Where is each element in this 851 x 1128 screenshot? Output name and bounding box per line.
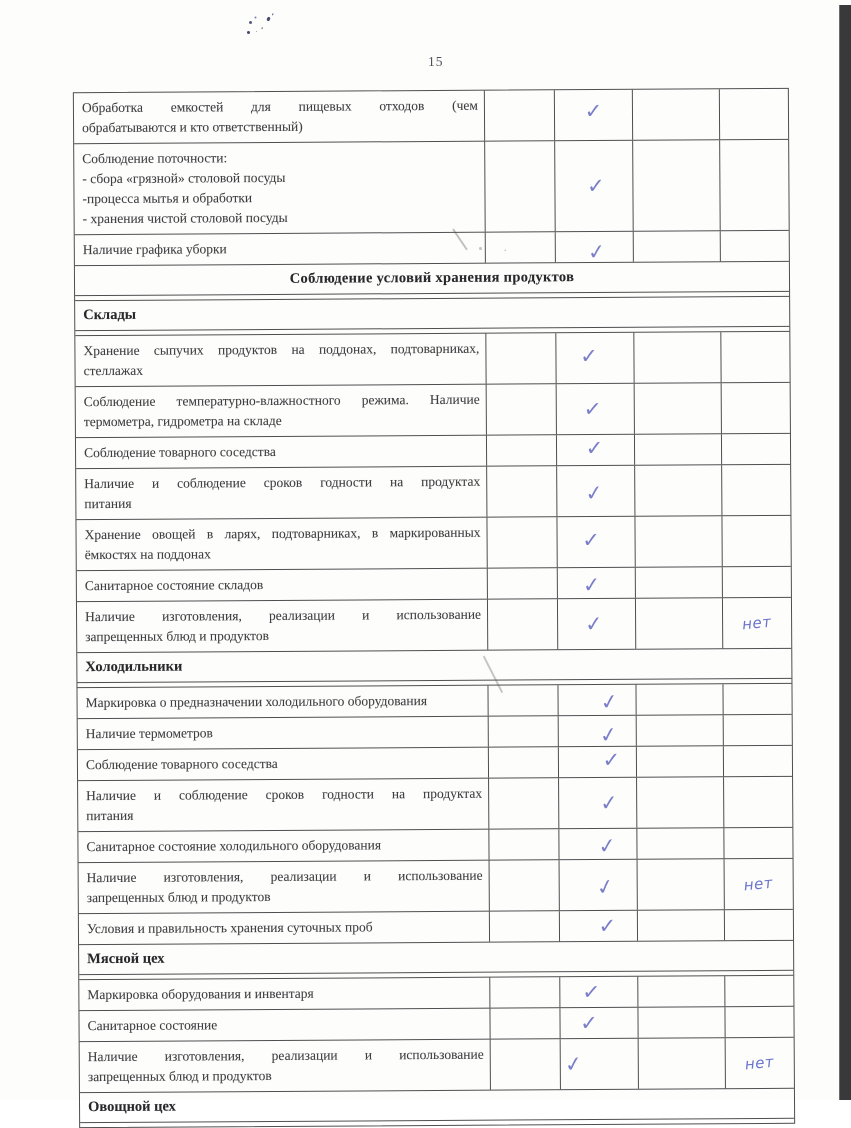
scanner-edge-shadow (839, 5, 851, 1100)
group-header-title: Соблюдение условий хранения продуктов (289, 269, 575, 287)
section-title: Овощной цех (87, 1098, 176, 1116)
item-text-line: Обработка емкостей для пищевых отходов (чем (81, 97, 478, 116)
mark-cell-c3 (633, 140, 721, 231)
item-text-cell (76, 436, 487, 469)
mark-cell-c1 (489, 747, 559, 777)
item-text-line: стеллажах (83, 362, 144, 379)
item-text-line: Наличие и соблюдение сроков годности на продуктах (86, 785, 483, 804)
mark-cell-c3 (634, 332, 721, 383)
mark-cell-c4 (725, 910, 793, 940)
item-text-line: запрещенных блюд и продуктов (85, 628, 270, 645)
table-row (74, 89, 788, 143)
handwritten-note: нет (744, 1052, 776, 1074)
table-row (77, 566, 791, 601)
mark-cell-c2 (557, 517, 635, 567)
mark-cell-c2 (559, 778, 637, 828)
table-section-row (80, 1088, 794, 1123)
item-text-cell (76, 518, 487, 571)
item-text-cell (78, 779, 489, 832)
mark-cell-c1 (485, 90, 555, 140)
item-text-cell (77, 600, 488, 653)
mark-cell-c3 (636, 598, 723, 649)
handwritten-check-icon: ✓ (584, 98, 603, 123)
handwritten-note: нет (743, 873, 775, 895)
table-section-row (79, 940, 793, 975)
handwritten-check-icon: ✓ (587, 173, 605, 198)
mark-cell-c3 (637, 777, 724, 828)
item-text-line: Соблюдение товарного соседства (85, 755, 278, 773)
item-text-line: Условия и правильность хранения суточных проб (86, 919, 373, 937)
table-row (78, 827, 792, 862)
mark-cell-c3 (638, 1007, 725, 1038)
mark-cell-c1 (486, 333, 556, 383)
handwritten-check-icon: ✓ (602, 747, 621, 772)
page-number: 15 (428, 54, 444, 69)
item-text-cell (75, 334, 486, 387)
mark-cell-c2 (559, 716, 637, 746)
handwritten-check-icon: ✓ (582, 395, 602, 422)
table-row (79, 858, 793, 913)
item-text-cell (74, 142, 486, 235)
mark-cell-c3 (638, 859, 725, 910)
mark-cell-c3 (637, 715, 724, 746)
handwritten-check-icon: ✓ (583, 610, 604, 637)
item-text-line: Маркировка о предназначении холодильного оборудования (85, 693, 428, 711)
mark-cell-c2 (555, 90, 633, 140)
mark-cell-c4 (720, 89, 788, 139)
item-text-line: -процесса мытья и обработки (82, 190, 253, 207)
mark-cell-c1 (490, 977, 560, 1007)
ink-speck (249, 21, 252, 24)
section-title: Склады (83, 306, 137, 324)
mark-cell-c4 (722, 516, 790, 566)
item-text-cell (78, 748, 489, 781)
mark-cell-c4 (723, 598, 791, 648)
mark-cell-c2 (557, 466, 635, 516)
mark-cell-c4 (722, 434, 790, 464)
handwritten-check-icon: ✓ (580, 1010, 598, 1035)
item-text-line: Соблюдение товарного соседства (83, 443, 276, 461)
item-text-line: Соблюдение поточности: (82, 150, 228, 167)
table-row (78, 776, 792, 831)
mark-cell-c3 (637, 746, 724, 777)
table-row (75, 230, 789, 265)
item-text-line: питания (84, 495, 132, 512)
mark-cell-c2 (556, 232, 634, 265)
mark-cell-c2 (557, 435, 635, 465)
handwritten-check-icon: ✓ (597, 721, 619, 748)
mark-cell-c3 (638, 910, 725, 941)
mark-cell-c3 (633, 89, 720, 140)
handwritten-check-icon: ✓ (598, 789, 619, 816)
item-text-cell (76, 385, 487, 438)
item-text-line: - хранения чистой столовой посуды (82, 209, 288, 227)
mark-cell-c1 (486, 232, 556, 262)
mark-cell-c2 (560, 1008, 638, 1038)
section-title: Мясной цех (87, 950, 165, 968)
table-row (76, 464, 790, 519)
mark-cell-c3 (634, 231, 721, 262)
mark-cell-c3 (635, 465, 722, 516)
table-row (79, 909, 793, 944)
table-row (80, 1037, 794, 1092)
table-row (79, 1006, 793, 1041)
item-text-line: Хранение сыпучих продуктов на поддонах, подтоварниках, (83, 340, 480, 359)
mark-cell-c1 (489, 829, 559, 859)
mark-cell-c2 (558, 568, 636, 598)
mark-cell-c2 (557, 384, 635, 434)
table-row (77, 597, 791, 652)
mark-cell-c3 (638, 976, 725, 1007)
mark-cell-c4 (722, 465, 790, 515)
item-text-cell (77, 569, 488, 602)
table-row (77, 683, 791, 718)
item-text-line: Соблюдение температурно-влажностного режима. Наличие (83, 391, 480, 410)
handwritten-check-icon: ✓ (581, 571, 602, 598)
handwritten-check-icon: ✓ (596, 832, 617, 859)
mark-cell-c1 (487, 384, 557, 434)
mark-cell-c1 (491, 1039, 561, 1089)
item-text-cell (79, 912, 490, 945)
item-text-line: Наличие изготовления, реализации и использование (85, 606, 482, 625)
mark-cell-c4 (724, 746, 792, 776)
mark-cell-c2 (556, 333, 634, 383)
item-text-line: - сбора «грязной» столовой посуды (82, 169, 286, 187)
mark-cell-c4 (725, 976, 793, 1006)
mark-cell-c3 (635, 516, 722, 567)
item-text-line: Наличие термометров (85, 725, 213, 742)
mark-cell-c2 (561, 1039, 639, 1089)
mark-cell-c3 (639, 1038, 726, 1089)
item-text-cell (79, 1009, 490, 1042)
table-row (75, 331, 789, 386)
handwritten-check-icon: ✓ (598, 688, 620, 715)
item-text-cell (78, 830, 489, 863)
mark-cell-c4 (721, 332, 789, 382)
mark-cell-c2 (559, 829, 637, 859)
item-text-line: запрещенных блюд и продуктов (87, 1068, 272, 1085)
item-text-line: Санитарное состояние (87, 1017, 218, 1034)
handwritten-check-icon: ✓ (585, 435, 604, 460)
mark-cell-c3 (636, 684, 723, 715)
mark-cell-c1 (485, 141, 556, 231)
table-row (76, 515, 790, 570)
handwritten-check-icon: ✓ (586, 238, 607, 265)
item-text-line: обрабатываются и кто ответственный) (82, 118, 303, 136)
mark-cell-c3 (635, 434, 722, 465)
item-text-cell (74, 91, 485, 144)
mark-cell-c3 (637, 828, 724, 859)
mark-cell-c1 (489, 716, 559, 746)
item-text-cell (80, 1040, 491, 1093)
item-text-cell (79, 861, 490, 914)
item-text-line: Санитарное состояние холодильного оборудования (86, 837, 382, 855)
mark-cell-c1 (488, 599, 558, 649)
mark-cell-c1 (490, 1008, 560, 1038)
mark-cell-c2 (560, 911, 638, 941)
mark-cell-c4 (723, 567, 791, 597)
item-text-cell (76, 467, 487, 520)
mark-cell-c1 (487, 435, 557, 465)
item-text-line: Наличие изготовления, реализации и использование (86, 867, 483, 886)
item-text-line: запрещенных блюд и продуктов (86, 889, 271, 906)
mark-cell-c4 (720, 140, 789, 230)
item-text-line: питания (86, 807, 134, 824)
item-text-cell (75, 233, 486, 266)
mark-cell-c1 (490, 860, 560, 910)
checklist-table (73, 88, 795, 1128)
table-section-row (75, 296, 789, 331)
mark-cell-c4 (726, 1038, 794, 1088)
handwritten-check-icon: ✓ (598, 913, 617, 938)
table-group-header-row (75, 261, 789, 296)
item-text-line: Маркировка оборудования и инвентаря (87, 985, 314, 1003)
mark-cell-c4 (722, 383, 790, 433)
handwritten-check-icon: ✓ (582, 527, 600, 552)
table-row (78, 714, 792, 749)
mark-cell-c4 (724, 828, 792, 858)
item-text-cell (77, 686, 488, 719)
mark-cell-c1 (487, 517, 557, 567)
handwritten-check-icon: ✓ (580, 343, 598, 368)
mark-cell-c4 (724, 715, 792, 745)
item-text-line: Санитарное состояние складов (84, 577, 264, 594)
mark-cell-c1 (487, 466, 557, 516)
mark-cell-c2 (559, 747, 637, 777)
item-text-line: Хранение овощей в ларях, подтоварниках, в маркированных (84, 524, 481, 543)
mark-cell-c2 (560, 977, 638, 1007)
table-row (76, 433, 790, 468)
handwritten-check-icon: ✓ (562, 1050, 584, 1077)
mark-cell-c1 (488, 685, 558, 715)
item-text-line: Наличие графика уборки (82, 241, 227, 258)
ink-speck (266, 17, 270, 22)
handwritten-check-icon: ✓ (583, 479, 604, 506)
mark-cell-c2 (558, 599, 636, 649)
handwritten-check-icon: ✓ (593, 872, 617, 901)
handwritten-check-icon: ✓ (581, 979, 601, 1005)
item-text-line: ёмкостях на поддонах (84, 546, 211, 563)
mark-cell-c3 (635, 383, 722, 434)
item-text-cell (79, 978, 490, 1011)
table-section-row (77, 648, 791, 683)
mark-cell-c4 (725, 859, 793, 909)
table-row (76, 382, 790, 437)
mark-cell-c3 (636, 567, 723, 598)
item-text-line: термометра, гидрометра на складе (83, 412, 282, 430)
mark-cell-c4 (724, 777, 792, 827)
mark-cell-c4 (721, 231, 789, 261)
table-row (74, 139, 789, 234)
section-title: Холодильники (85, 658, 183, 676)
item-text-line: Наличие и соблюдение сроков годности на продуктах (84, 473, 481, 492)
handwritten-note: нет (741, 612, 773, 634)
mark-cell-c1 (488, 568, 558, 598)
mark-cell-c1 (490, 911, 560, 941)
mark-cell-c4 (723, 684, 791, 714)
mark-cell-c2 (558, 685, 636, 715)
mark-cell-c2 (560, 860, 638, 910)
mark-cell-c1 (489, 778, 559, 828)
table-row (78, 745, 792, 780)
item-text-cell (78, 717, 489, 750)
table-row (79, 975, 793, 1010)
mark-cell-c2 (555, 141, 634, 231)
mark-cell-c4 (725, 1007, 793, 1037)
item-text-line: Наличие изготовления, реализации и использование (87, 1046, 484, 1065)
